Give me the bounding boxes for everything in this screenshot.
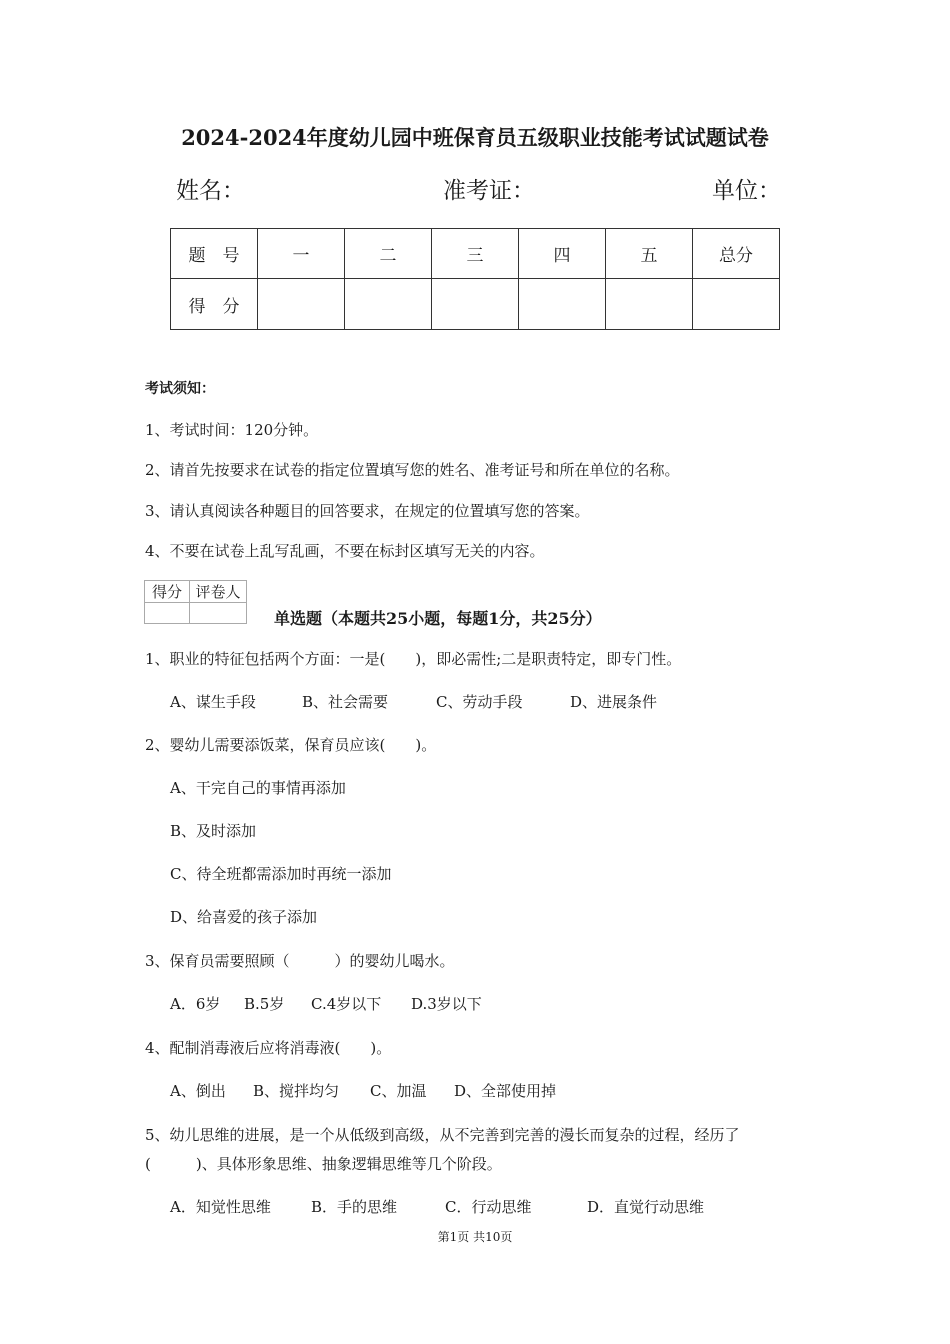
score-table-cell: 四 xyxy=(519,229,606,279)
page-footer: 第1页 共10页 xyxy=(437,1230,513,1244)
exam-id-field-label: 准考证： xyxy=(443,178,535,204)
unit-field-label: 单位： xyxy=(712,178,781,204)
score-input-cell[interactable] xyxy=(345,279,432,330)
section-title: 单选题（本题共25小题，每题1分，共25分） xyxy=(274,609,602,628)
score-input-cell[interactable] xyxy=(693,279,780,330)
score-input-cell[interactable] xyxy=(606,279,693,330)
note-item: 3、请认真阅读各种题目的回答要求，在规定的位置填写您的答案。 xyxy=(145,502,590,520)
option: B．手的思维 xyxy=(311,1198,398,1216)
option: B、搅拌均匀 xyxy=(253,1082,340,1100)
option: A、倒出 xyxy=(170,1082,226,1100)
grader-reviewer-label: 评卷人 xyxy=(190,581,247,603)
score-table-cell: 总分 xyxy=(693,229,780,279)
name-field-label: 姓名： xyxy=(176,178,245,204)
option: A、干完自己的事情再添加 xyxy=(170,779,346,797)
option: A．6岁 xyxy=(170,995,221,1013)
score-table-cell: 题 号 xyxy=(171,229,258,279)
option: D．直觉行动思维 xyxy=(587,1198,705,1216)
score-table xyxy=(170,228,780,330)
option: B.5岁 xyxy=(244,995,285,1013)
option: C.4岁以下 xyxy=(311,995,382,1013)
grader-table xyxy=(144,580,247,624)
score-input-cell[interactable] xyxy=(519,279,606,330)
option: C、加温 xyxy=(370,1082,427,1100)
note-item: 4、不要在试卷上乱写乱画，不要在标封区填写无关的内容。 xyxy=(145,542,545,560)
option: D、全部使用掉 xyxy=(454,1082,557,1100)
option: D.3岁以下 xyxy=(411,995,482,1013)
score-table-cell: 二 xyxy=(345,229,432,279)
score-input-cell[interactable] xyxy=(258,279,345,330)
score-table-cell: 得 分 xyxy=(171,279,258,330)
score-table-cell: 五 xyxy=(606,229,693,279)
option: A、谋生手段 xyxy=(170,693,256,711)
score-table-score-row xyxy=(171,279,780,330)
option: D、给喜爱的孩子添加 xyxy=(170,908,318,926)
note-item: 2、请首先按要求在试卷的指定位置填写您的姓名、准考证号和所在单位的名称。 xyxy=(145,461,680,479)
score-table-cell: 一 xyxy=(258,229,345,279)
grader-score-cell[interactable] xyxy=(145,603,190,624)
question-5-continued: ( )、具体形象思维、抽象逻辑思维等几个阶段。 xyxy=(145,1155,502,1173)
score-input-cell[interactable] xyxy=(432,279,519,330)
option: C．行动思维 xyxy=(445,1198,532,1216)
option: A．知觉性思维 xyxy=(170,1198,271,1216)
option: B、社会需要 xyxy=(302,693,389,711)
score-table-header-row xyxy=(171,229,780,279)
score-table-cell: 三 xyxy=(432,229,519,279)
grader-reviewer-cell[interactable] xyxy=(190,603,247,624)
option: D、进展条件 xyxy=(570,693,658,711)
grader-score-label: 得分 xyxy=(145,581,190,603)
question-3: 3、保育员需要照顾（ ）的婴幼儿喝水。 xyxy=(145,952,455,970)
option: C、劳动手段 xyxy=(436,693,523,711)
question-5: 5、幼儿思维的进展，是一个从低级到高级，从不完善到完善的漫长而复杂的过程，经历了 xyxy=(145,1126,740,1144)
note-item: 1、考试时间：120分钟。 xyxy=(145,421,319,439)
option: C、待全班都需添加时再统一添加 xyxy=(170,865,392,883)
question-4: 4、配制消毒液后应将消毒液( )。 xyxy=(145,1039,392,1057)
question-1: 1、职业的特征包括两个方面：一是( )，即必需性;二是职责特定，即专门性。 xyxy=(145,650,682,668)
notes-heading: 考试须知： xyxy=(145,381,215,397)
option: B、及时添加 xyxy=(170,822,257,840)
question-2: 2、婴幼儿需要添饭菜，保育员应该( )。 xyxy=(145,736,437,754)
page-title: 2024-2024年度幼儿园中班保育员五级职业技能考试试题试卷 xyxy=(181,125,769,150)
